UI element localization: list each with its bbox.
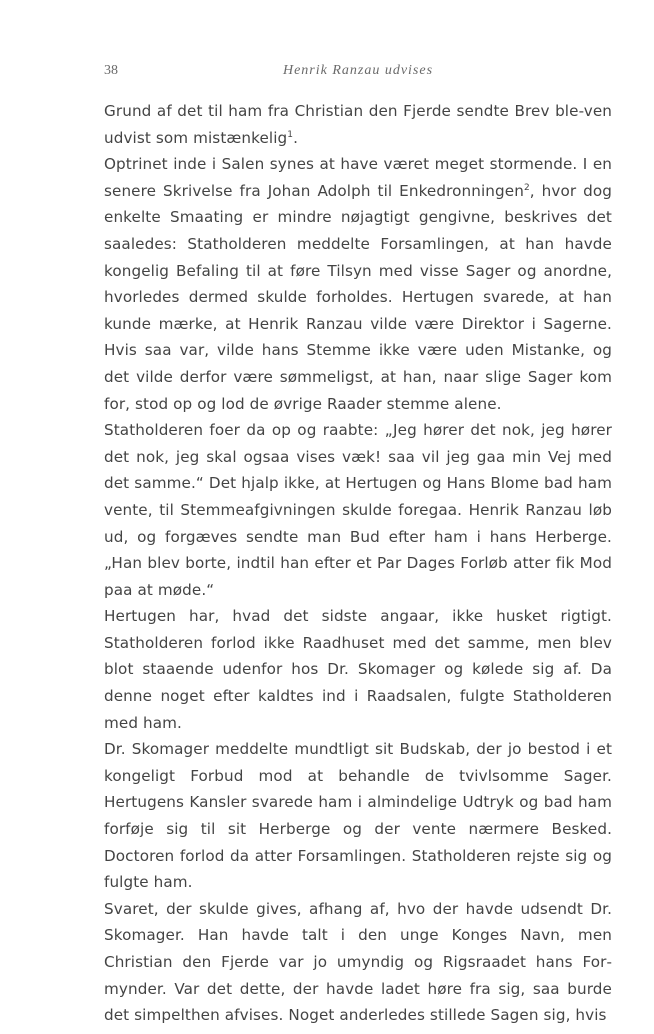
running-title: Henrik Ranzau udvises xyxy=(282,63,434,78)
paragraph-text: . xyxy=(293,128,299,147)
footnote-marker: 2 xyxy=(523,182,530,193)
footnote-marker: 1 xyxy=(287,129,294,140)
paragraph-5 xyxy=(104,736,612,896)
paragraph-text: Statholderen foer da op og raabte: „Jeg hører det nok, jeg hører det nok, jeg skal ogsaa vises væk! saa vil jeg gaa min Vej med det samme.“ Det hjalp ikke, at Hertugen og Hans Blome bad ham vente, til Stemmeafgivningen skulde foregaa. Henrik Ranzau løb ud, og forgæves sendte man Bud efter ham i hans Herberge. „Han blev borte, indtil han efter et Par Dages Forløb atter fik Mod paa at møde.“ xyxy=(104,421,612,599)
paragraph-4 xyxy=(104,603,612,736)
paragraph-text: Optrinet inde i Salen synes at have været meget stormende. I en senere Skrivelse fra Johan Adolph til Enkedronningen xyxy=(104,155,612,200)
body-text xyxy=(104,98,612,1029)
page-header xyxy=(104,63,612,85)
paragraph-text: , hvor dog enkelte Smaating er mindre nøjagtigt gengivne, beskrives det saaledes: Statholderen meddelte Forsamlingen, at han havde kongelig Befaling til at føre Tilsyn med visse Sager og anordne, hvorledes dermed skulde forholdes. Hertugen svarede, at han kunde mærke, at Henrik Ranzau vilde være Direktor i Sagerne. Hvis saa var, vilde hans Stemme ikke være uden Mistanke, og det vilde derfor være sømmeligst, at han, naar slige Sager kom for, stod op og lod de øvrige Raader stemme alene. xyxy=(104,181,612,413)
paragraph-text: Dr. Skomager meddelte mundtligt sit Budskab, der jo bestod i et kongeligt Forbud mod at behandle de tvivlsomme Sager. Hertugens Kansler svarede ham i almindelige Udtryk og bad ham forføje sig til sit Herberge og der vente nærmere Besked. Doctoren forlod da atter Forsamlingen. Statholderen rejste sig og fulgte ham. xyxy=(104,740,612,892)
page-number: 38 xyxy=(104,63,118,78)
paragraph-3 xyxy=(104,417,612,603)
paragraph-text: Grund af det til ham fra Christian den Fjerde sendte Brev ble-ven udvist som mistænkelig xyxy=(104,102,612,147)
paragraph-text: Hertugen har, hvad det sidste angaar, ikke husket rigtigt. Statholderen forlod ikke Raadhuset med det samme, men blev blot staaende udenfor hos Dr. Skomager og kølede sig af. Da denne noget efter kaldtes ind i Raadsalen, fulgte Statholderen med ham. xyxy=(104,607,612,732)
paragraph-6 xyxy=(104,896,612,1029)
paragraph-text: Svaret, der skulde gives, afhang af, hvo der havde udsendt Dr. Skomager. Han havde talt i den unge Konges Navn, men Christian den Fjerde var jo umyndig og Rigsraadet hans Formynder. Var det dette, der havde ladet høre fra sig, saa burde det simpelthen afvises. Noget anderledes stillede Sagen sig, hvis xyxy=(104,899,612,1025)
paragraph-1 xyxy=(104,98,612,151)
paragraph-2 xyxy=(104,151,612,417)
